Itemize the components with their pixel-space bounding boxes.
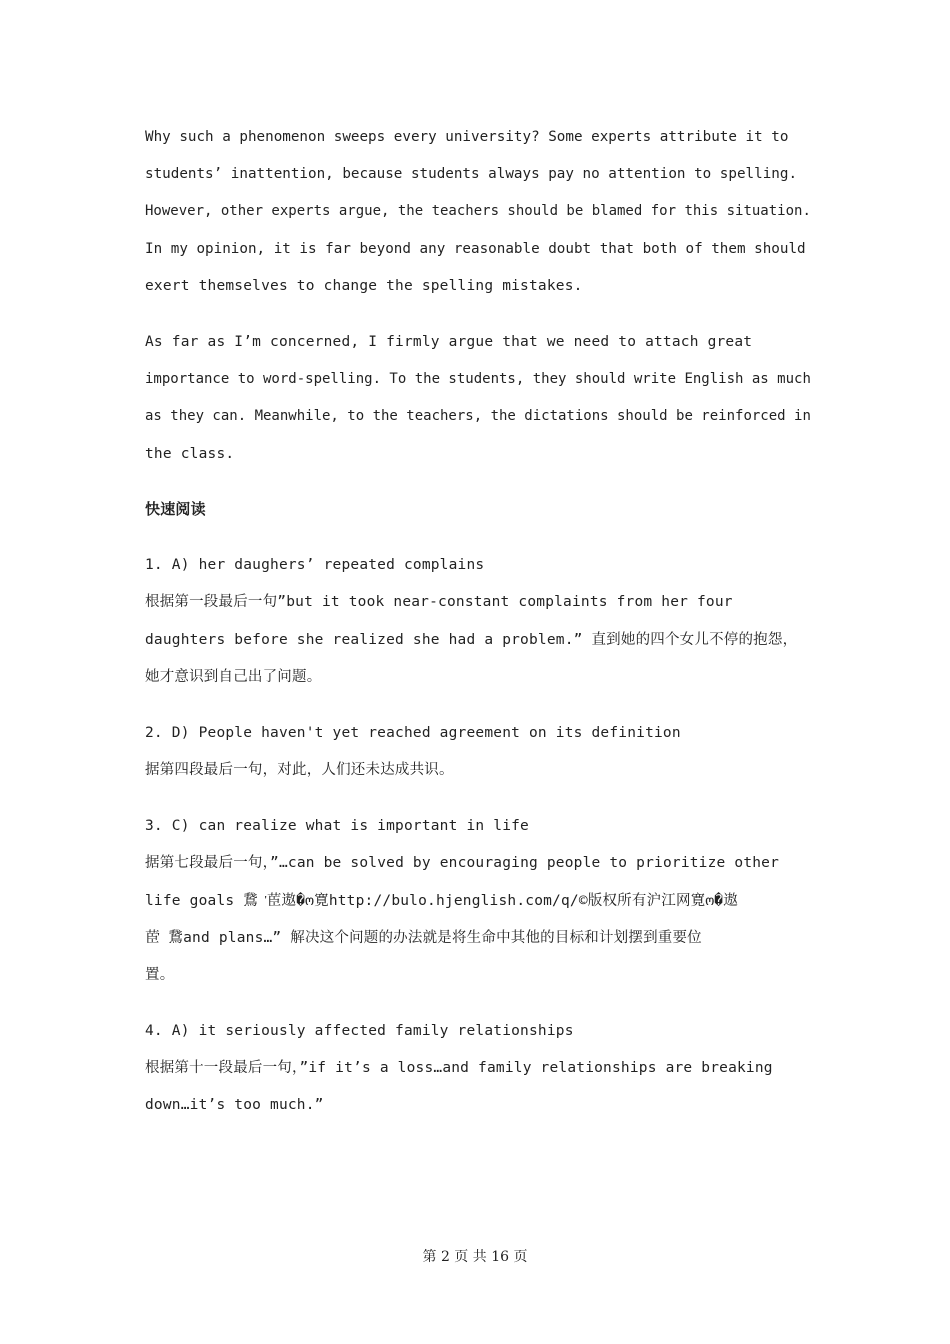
- answer-2-explanation-line-1: 据第四段最后一句，对此，人们还未达成共识。: [145, 762, 454, 778]
- answer-3-explanation-line-1: 据第七段最后一句，”…can be solved by encouraging people to prioritize other: [145, 855, 780, 871]
- answer-1: 1. A) her daughers’ repeated complains: [145, 557, 485, 573]
- section-heading: 快速阅读: [145, 500, 206, 518]
- paragraph-1-line-4: In my opinion, it is far beyond any reasonable doubt that both of them should: [145, 241, 806, 257]
- paragraph-1-line-5: exert themselves to change the spelling mistakes.: [145, 278, 583, 294]
- answer-4: 4. A) it seriously affected family relationships: [145, 1023, 574, 1039]
- answer-4-explanation-line-2: down…it’s too much.”: [145, 1097, 324, 1113]
- paragraph-2-line-2: importance to word-spelling. To the students, they should write English as much: [145, 371, 811, 387]
- answer-1-explanation-line-3: 她才意识到自己出了问题。: [145, 669, 322, 685]
- paragraph-1-line-1: Why such a phenomenon sweeps every university? Some experts attribute it to: [145, 129, 789, 145]
- answer-1-explanation-line-1: 根据第一段最后一句”but it took near-constant complaints from her four: [145, 594, 733, 610]
- answer-1-explanation-line-2: daughters before she realized she had a problem.” 直到她的四个女儿不停的抱怨，: [145, 632, 798, 648]
- answer-2: 2. D) People haven't yet reached agreement on its definition: [145, 725, 681, 741]
- paragraph-2-line-3: as they can. Meanwhile, to the teachers, the dictations should be reinforced in: [145, 408, 811, 424]
- paragraph-1-line-3: However, other experts argue, the teachers should be blamed for this situation.: [145, 203, 811, 219]
- page-number-footer: 第 2 页 共 16 页: [422, 1249, 528, 1265]
- paragraph-2-line-4: the class.: [145, 446, 235, 462]
- answer-3-explanation-line-4: 置。: [145, 967, 175, 983]
- paragraph-2-line-1: As far as I’m concerned, I firmly argue that we need to attach great: [145, 334, 753, 350]
- answer-3: 3. C) can realize what is important in life: [145, 818, 529, 834]
- answer-4-explanation-line-1: 根据第十一段最后一句，”if it’s a loss…and family relationships are breaking: [145, 1060, 773, 1076]
- answer-3-explanation-line-2: life goals 鵞 ᡃ茞遨�ო寛http://bulo.hjenglish.com/q/©版权所有沪江网寛ო�遨: [145, 893, 738, 909]
- answer-3-explanation-line-3: 茞ᡃ 鵞and plans…” 解决这个问题的办法就是将生命中其他的目标和计划摆到重要位: [145, 930, 702, 946]
- paragraph-1-line-2: students’ inattention, because students always pay no attention to spelling.: [145, 166, 798, 182]
